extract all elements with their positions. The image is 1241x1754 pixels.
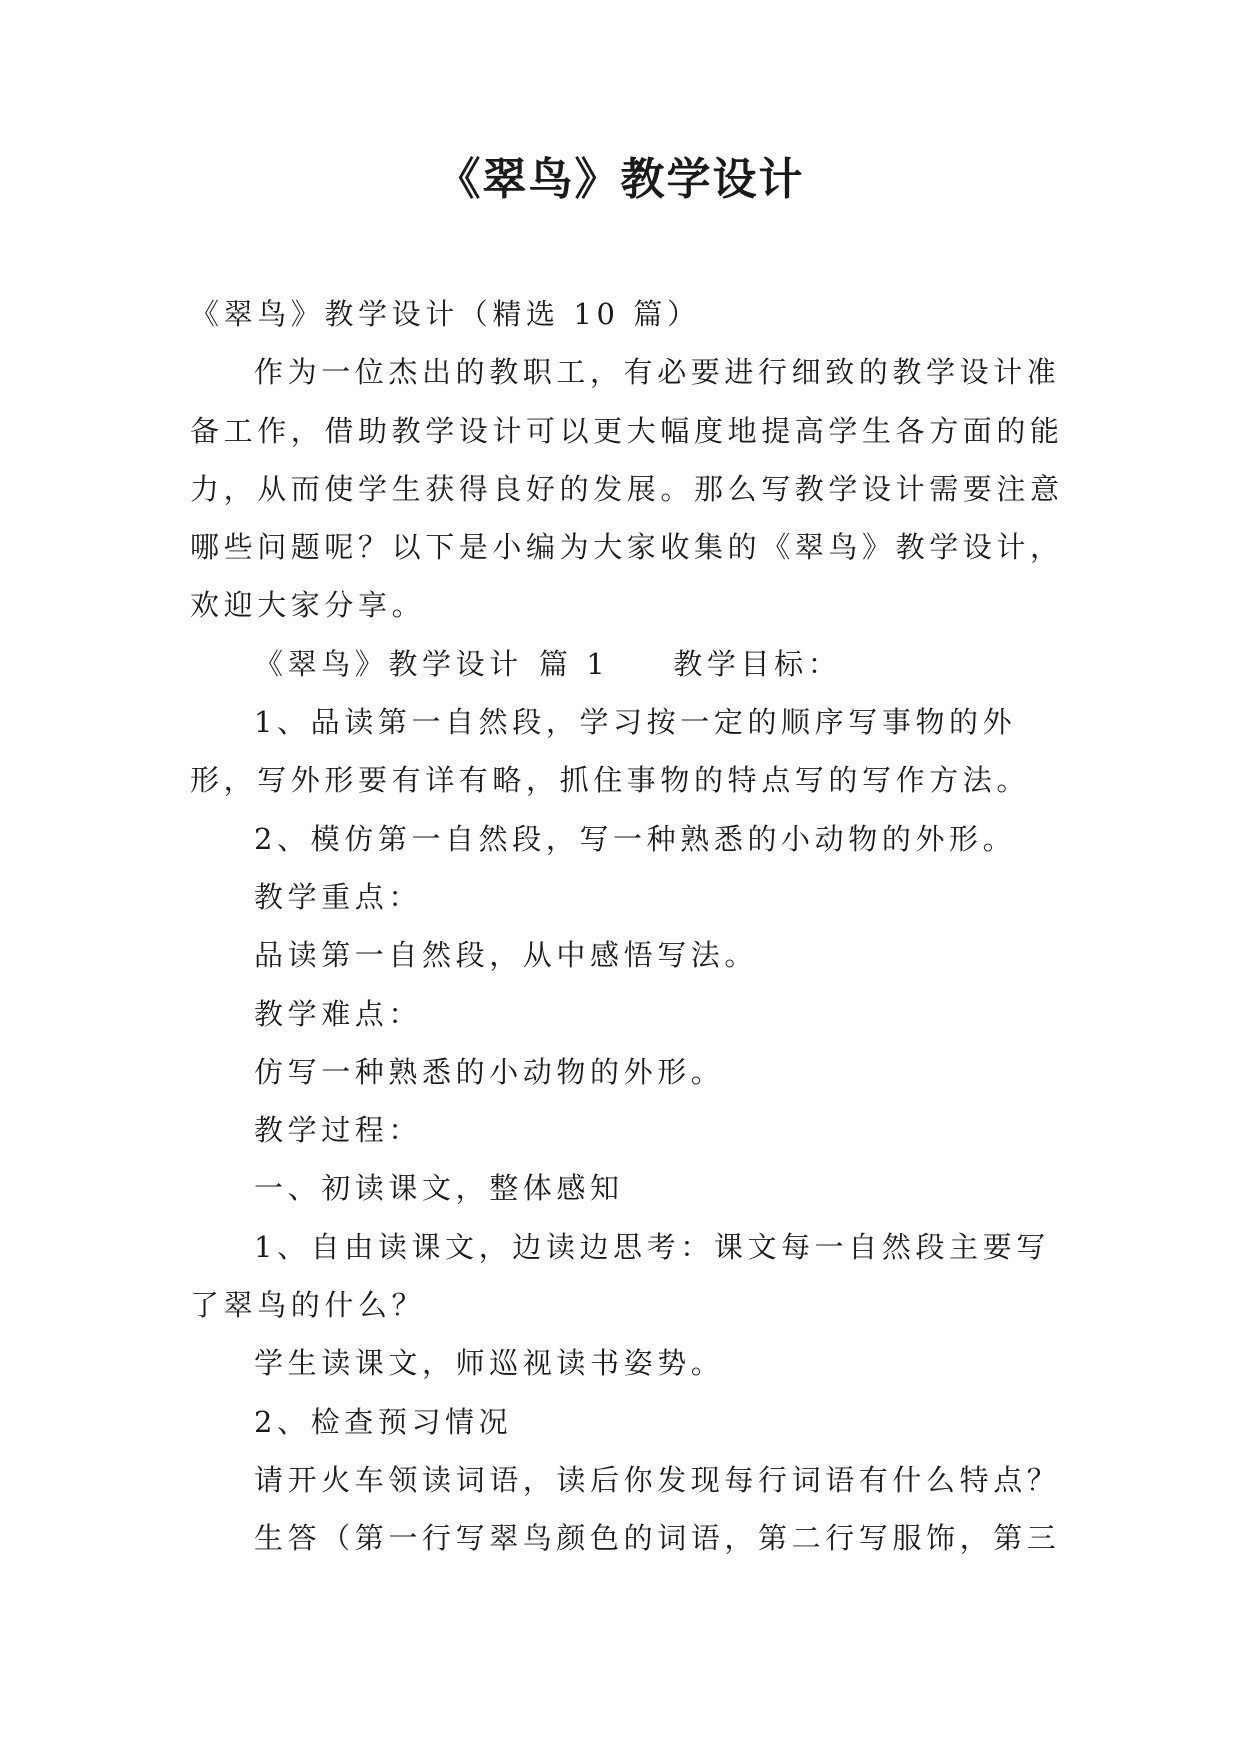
goal-1: 1、品读第一自然段，学习按一定的顺序写事物的外形，写外形要有详有略，抓住事物的特点写的写作方法。 — [190, 705, 1031, 798]
document-title: 《翠鸟》教学设计 — [436, 154, 805, 205]
step-1-heading: 一、初读课文，整体感知 — [254, 1171, 624, 1206]
difficulty-text: 仿写一种熟悉的小动物的外形。 — [254, 1054, 725, 1089]
section-1-number: 篇 1 — [538, 646, 610, 681]
step-1-2: 2、检查预习情况 — [254, 1404, 513, 1439]
difficulty-label: 教学难点： — [254, 996, 423, 1031]
intro-paragraph: 作为一位杰出的教职工，有必要进行细致的教学设计准备工作，借助教学设计可以更大幅度地提高学生各方面的能力，从而使学生获得良好的发展。那么写教学设计需要注意哪些问题呢？以下是小编为大家收集的《翠鸟》教学设计，欢迎大家分享。 — [190, 355, 1064, 623]
document-subtitle: 《翠鸟》教学设计（精选 10 篇） — [190, 297, 701, 331]
step-1-2-answer: 生答（第一行写翠鸟颜色的词语，第二行写服饰，第三 — [254, 1521, 1061, 1556]
section-1-heading: 《翠鸟》教学设计 — [254, 646, 523, 681]
goal-2: 2、模仿第一自然段，写一种熟悉的小动物的外形。 — [254, 821, 1017, 856]
document-body — [190, 285, 1070, 1568]
step-1-2-text: 请开火车领读词语，读后你发现每行词语有什么特点？ — [254, 1462, 1061, 1497]
process-label: 教学过程： — [254, 1113, 423, 1148]
key-points-text: 品读第一自然段，从中感悟写法。 — [254, 938, 759, 973]
step-1-1: 1、自由读课文，边读边思考：课文每一自然段主要写了翠鸟的什么？ — [190, 1229, 1050, 1323]
step-1-1-note: 学生读课文，师巡视读书姿势。 — [254, 1346, 725, 1381]
teaching-goals-label: 教学目标： — [673, 646, 842, 681]
section-1-heading-line — [190, 635, 1070, 693]
key-points-label: 教学重点： — [254, 879, 423, 914]
